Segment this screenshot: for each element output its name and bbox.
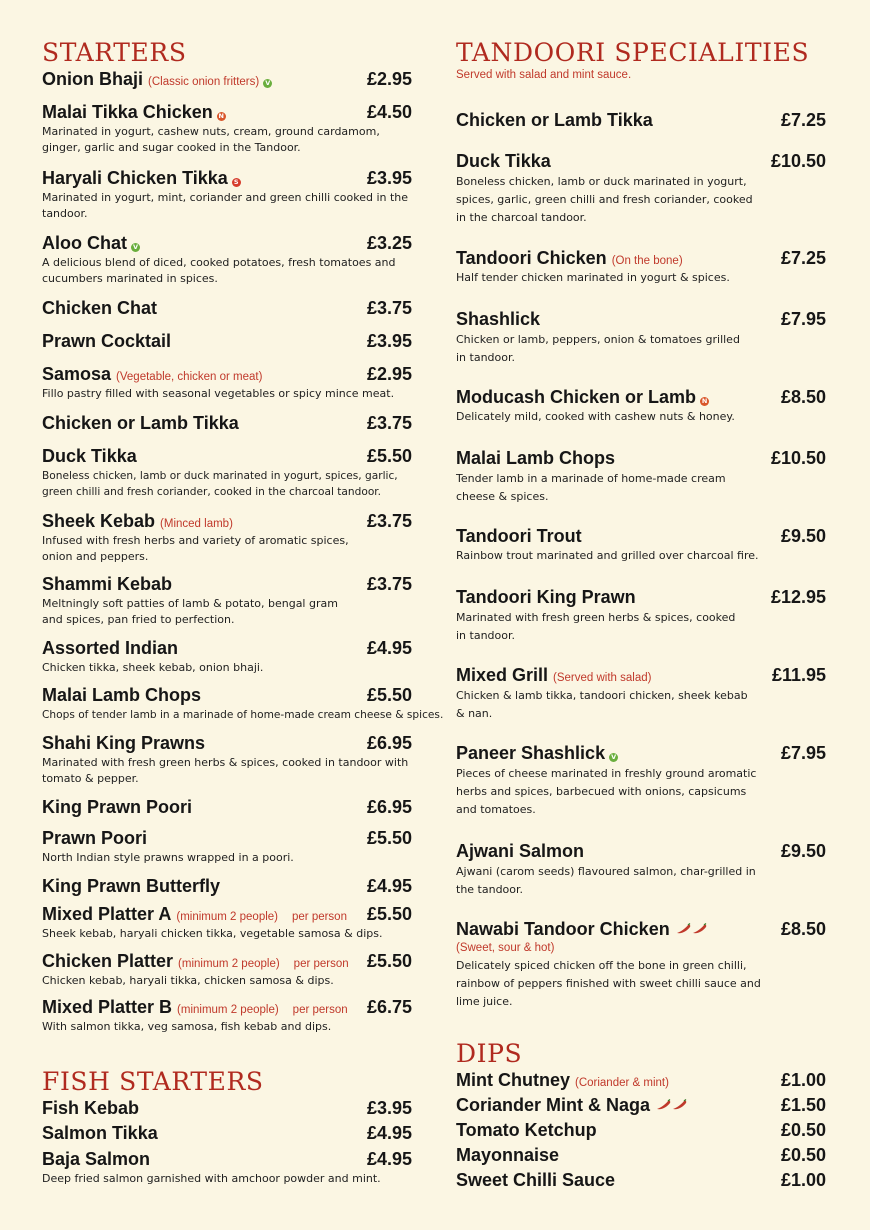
item-price: £5.50 <box>366 828 412 848</box>
fish-starters-heading: FISH STARTERS <box>42 1067 264 1096</box>
item-price: £8.50 <box>780 387 826 407</box>
menu-item <box>42 684 444 723</box>
item-description: Boneless chicken, lamb or duck marinated in yogurt, spices, garlic, green chilli and fresh coriander, cooked in the charcoal tandoor. <box>456 175 753 224</box>
item-price: £10.50 <box>770 151 826 171</box>
item-price: £9.50 <box>780 841 826 861</box>
item-description: Ajwani (carom seeds) flavoured salmon, char-grilled in the tandoor. <box>456 865 756 896</box>
item-name: Shashlick <box>456 309 541 329</box>
item-note: (Minced lamb) <box>160 518 233 530</box>
item-note: (minimum 2 people) <box>178 958 280 970</box>
vegetarian-icon: V <box>611 753 617 761</box>
item-name: Prawn Poori <box>42 828 148 848</box>
item-description: Marinated with fresh green herbs & spices, cooked in tandoor with tomato & pepper. <box>42 756 409 785</box>
item-price: £3.75 <box>366 511 412 531</box>
item-price: £9.50 <box>780 526 826 546</box>
item-description: Delicately spiced chicken off the bone in green chilli, rainbow of peppers finished with sweet chilli sauce and lime juice. <box>456 959 761 1008</box>
menu-item <box>456 308 826 367</box>
item-name: Mixed Platter A <box>42 904 172 924</box>
item-name: Onion Bhaji <box>42 69 143 89</box>
item-note: (Classic onion fritters) <box>148 76 260 88</box>
item-price: £3.75 <box>366 574 412 594</box>
item-price: £1.00 <box>780 1170 826 1190</box>
item-price: £6.95 <box>366 797 412 817</box>
menu-item <box>456 1119 826 1141</box>
item-description: Sheek kebab, haryali chicken tikka, vegetable samosa & dips. <box>42 927 383 940</box>
item-name: Aloo Chat <box>42 233 127 253</box>
item-price: £7.95 <box>780 309 826 329</box>
item-description: North Indian style prawns wrapped in a poori. <box>42 851 294 864</box>
item-description: Chicken & lamb tikka, tandoori chicken, sheek kebab & nan. <box>456 689 748 720</box>
nuts-icon: N <box>701 397 708 405</box>
item-description: Marinated in yogurt, mint, coriander and green chilli cooked in the tandoor. <box>42 191 409 220</box>
item-price: £7.25 <box>780 248 826 268</box>
item-description: Marinated with fresh green herbs & spices, cooked in tandoor. <box>456 611 736 642</box>
item-description: Boneless chicken, lamb or duck marinated in yogurt, spices, garlic, green chilli and fresh coriander, cooked in the charcoal tandoor. <box>42 470 398 498</box>
item-description: Pieces of cheese marinated in freshly ground aromatic herbs and spices, barbecued with onions, capsicums and tomatoes. <box>456 767 757 816</box>
item-name: Ajwani Salmon <box>456 841 585 861</box>
vegetarian-icon: V <box>265 79 271 87</box>
item-name: Duck Tikka <box>456 151 551 171</box>
menu-item <box>456 840 826 899</box>
item-name: Chicken Chat <box>42 298 158 318</box>
item-price: £8.50 <box>780 919 826 939</box>
item-price: £3.75 <box>366 413 412 433</box>
item-price: £5.50 <box>366 951 412 971</box>
chili-pepper-icon <box>655 1099 689 1111</box>
item-description: Rainbow trout marinated and grilled over charcoal fire. <box>456 549 759 562</box>
item-name: Prawn Cocktail <box>42 331 172 351</box>
item-price: £12.95 <box>770 587 826 607</box>
item-description: A delicious blend of diced, cooked potatoes, fresh tomatoes and cucumbers marinated in spices. <box>42 256 396 285</box>
menu-item <box>456 150 826 227</box>
menu-item <box>456 664 826 723</box>
item-price: £3.95 <box>366 168 412 188</box>
item-name: Sweet Chilli Sauce <box>456 1170 616 1190</box>
item-name: Shammi Kebab <box>42 574 173 594</box>
item-name: Mint Chutney <box>456 1070 570 1090</box>
item-name: King Prawn Poori <box>42 797 193 817</box>
dips-heading: DIPS <box>456 1039 523 1068</box>
item-price: £3.75 <box>366 298 412 318</box>
item-description: Infused with fresh herbs and variety of aromatic spices, onion and peppers. <box>42 534 349 563</box>
item-price: £6.75 <box>366 997 412 1017</box>
item-per-person: per person <box>292 1004 348 1016</box>
menu-item <box>456 447 826 506</box>
menu-item <box>456 109 826 131</box>
item-description: Half tender chicken marinated in yogurt & spices. <box>456 271 730 284</box>
item-price: £3.95 <box>366 1098 412 1118</box>
item-name: Tandoori Trout <box>456 526 582 546</box>
item-name: Chicken Platter <box>42 951 174 971</box>
menu-item <box>42 573 412 628</box>
item-price: £6.95 <box>366 733 412 753</box>
item-price: £3.95 <box>366 331 412 351</box>
item-description: Chicken tikka, sheek kebab, onion bhaji. <box>42 661 264 674</box>
item-note: (Vegetable, chicken or meat) <box>116 371 263 383</box>
menu-item <box>456 918 826 1011</box>
menu-item <box>42 827 412 866</box>
menu-item <box>42 1122 412 1144</box>
item-price: £4.95 <box>366 638 412 658</box>
item-name: Fish Kebab <box>42 1098 140 1118</box>
menu-item <box>42 297 412 319</box>
menu-item <box>42 232 412 287</box>
menu-item <box>456 247 826 286</box>
item-price: £2.95 <box>366 69 412 89</box>
starters-heading: STARTERS <box>42 38 187 67</box>
menu-item <box>42 875 412 897</box>
menu-item <box>42 732 412 787</box>
item-price: £4.95 <box>366 1123 412 1143</box>
item-price: £5.50 <box>366 446 412 466</box>
menu-item <box>42 996 412 1035</box>
menu-item <box>42 330 412 352</box>
menu-item <box>456 1094 826 1116</box>
item-price: £5.50 <box>366 904 412 924</box>
menu-item <box>42 101 412 156</box>
tandoori-heading: TANDOORI SPECIALITIES <box>456 38 810 67</box>
nuts-icon: N <box>218 112 224 120</box>
item-price: £5.50 <box>366 685 412 705</box>
menu-item <box>42 1148 412 1187</box>
item-price: £1.00 <box>780 1070 826 1090</box>
item-description: Chicken kebab, haryali tikka, chicken samosa & dips. <box>42 974 334 987</box>
item-price: £7.95 <box>780 743 826 763</box>
item-description: Delicately mild, cooked with cashew nuts & honey. <box>456 410 735 423</box>
item-description: Tender lamb in a marinade of home-made cream cheese & spices. <box>456 472 726 503</box>
item-note: (Sweet, sour & hot) <box>456 942 555 954</box>
item-description: With salmon tikka, veg samosa, fish kebab and dips. <box>42 1020 332 1033</box>
item-description: Meltningly soft patties of lamb & potato, bengal gram and spices, pan fried to perfection. <box>42 597 338 626</box>
menu-item <box>42 363 412 402</box>
menu-item <box>42 637 412 676</box>
item-note: (Coriander & mint) <box>575 1077 669 1089</box>
item-name: Paneer Shashlick <box>456 743 606 763</box>
menu-item <box>42 445 412 500</box>
item-name: Assorted Indian <box>42 638 179 658</box>
item-name: Malai Lamb Chops <box>456 448 616 468</box>
menu-item <box>42 903 412 942</box>
item-note: (minimum 2 people) <box>176 911 278 923</box>
item-price: £4.95 <box>366 1149 412 1169</box>
menu-item <box>456 1169 826 1191</box>
item-description: Fillo pastry filled with seasonal vegetables or spicy mince meat. <box>42 387 395 400</box>
menu-item <box>42 510 412 565</box>
item-description: Deep fried salmon garnished with amchoor powder and mint. <box>42 1172 381 1185</box>
item-name: Chicken or Lamb Tikka <box>42 413 239 433</box>
item-note: (minimum 2 people) <box>177 1004 279 1016</box>
item-name: Moducash Chicken or Lamb <box>456 387 697 407</box>
item-description: Chops of tender lamb in a marinade of home-made cream cheese & spices. <box>42 709 444 721</box>
item-name: King Prawn Butterfly <box>42 876 221 896</box>
item-name: Haryali Chicken Tikka <box>42 168 228 188</box>
item-name: Shahi King Prawns <box>42 733 206 753</box>
item-note: (Served with salad) <box>553 672 652 684</box>
item-note: (On the bone) <box>611 255 683 267</box>
item-price: £2.95 <box>366 364 412 384</box>
menu-item <box>456 742 826 819</box>
item-name: Baja Salmon <box>42 1149 151 1169</box>
item-name: Mayonnaise <box>456 1145 560 1165</box>
menu-item <box>42 1097 412 1119</box>
item-name: Samosa <box>42 364 112 384</box>
item-per-person: per person <box>293 958 349 970</box>
item-name: Coriander Mint & Naga <box>456 1095 651 1115</box>
spicy-icon: S <box>232 178 241 187</box>
menu-item <box>456 386 826 425</box>
item-name: Nawabi Tandoor Chicken <box>456 919 670 939</box>
vegetarian-icon: V <box>132 243 139 251</box>
item-name: Malai Tikka Chicken <box>42 102 213 122</box>
menu-item <box>456 586 826 645</box>
menu-item <box>456 525 826 564</box>
item-name: Duck Tikka <box>42 446 137 466</box>
item-description: Marinated in yogurt, cashew nuts, cream, ground cardamom, ginger, garlic and sugar cooked in the Tandoor. <box>42 125 380 154</box>
menu-item <box>42 167 412 222</box>
item-name: Tomato Ketchup <box>456 1120 597 1140</box>
item-name: Malai Lamb Chops <box>42 685 202 705</box>
item-price: £4.95 <box>366 876 412 896</box>
item-per-person: per person <box>292 911 347 923</box>
chili-pepper-icon <box>675 923 709 935</box>
item-price: £11.95 <box>771 665 826 685</box>
menu-item <box>42 796 412 818</box>
item-price: £4.50 <box>366 102 412 122</box>
item-name: Mixed Platter B <box>42 997 173 1017</box>
item-price: £7.25 <box>780 110 826 130</box>
menu-item <box>456 1069 826 1091</box>
menu-item <box>456 1144 826 1166</box>
item-price: £0.50 <box>780 1145 826 1165</box>
menu-item <box>42 412 412 434</box>
menu-item <box>42 68 412 90</box>
item-price: £0.50 <box>780 1120 826 1140</box>
tandoori-subtitle: Served with salad and mint sauce. <box>456 69 632 81</box>
item-name: Mixed Grill <box>456 665 549 685</box>
menu-item <box>42 950 412 989</box>
item-price: £10.50 <box>770 448 826 468</box>
item-name: Sheek Kebab <box>42 511 156 531</box>
item-name: Tandoori King Prawn <box>456 587 636 607</box>
item-name: Chicken or Lamb Tikka <box>456 110 653 130</box>
item-name: Tandoori Chicken <box>456 248 607 268</box>
item-name: Salmon Tikka <box>42 1123 158 1143</box>
item-description: Chicken or lamb, peppers, onion & tomatoes grilled in tandoor. <box>456 333 740 364</box>
item-price: £1.50 <box>780 1095 826 1115</box>
item-price: £3.25 <box>366 233 412 253</box>
